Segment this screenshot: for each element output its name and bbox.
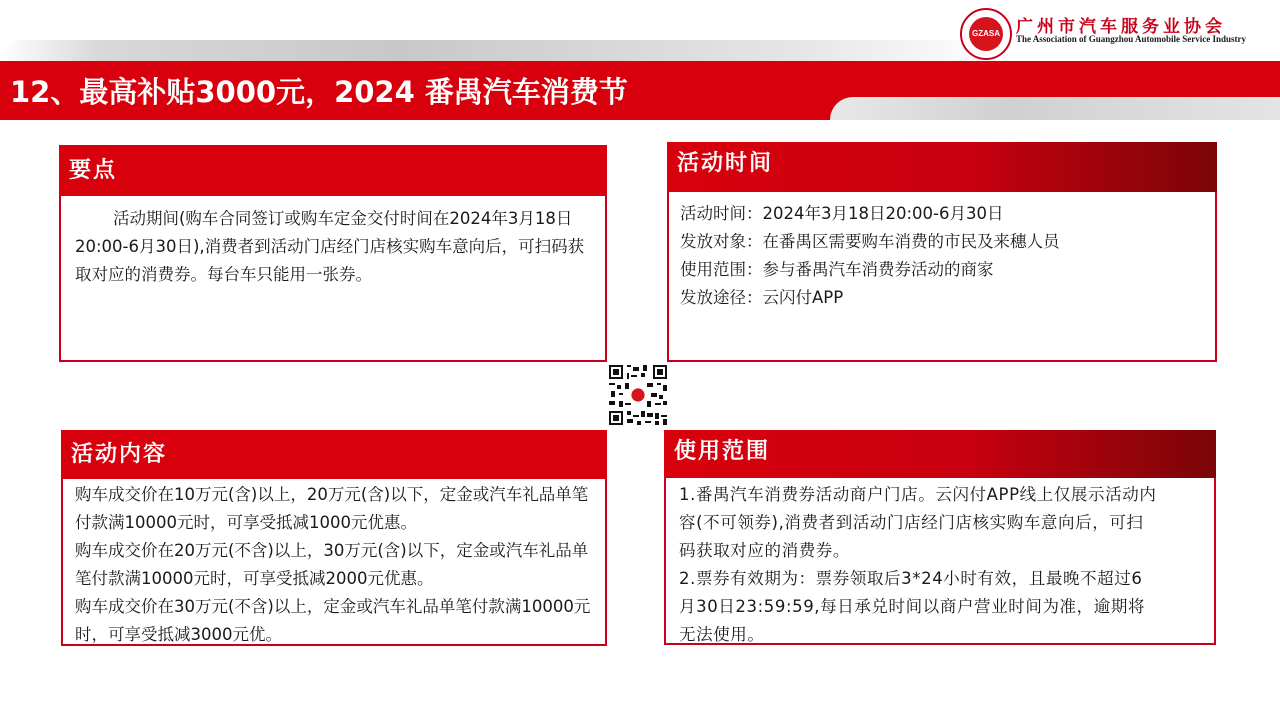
key-points-heading: 要点 bbox=[59, 145, 607, 196]
usage-item-1: 1.番禺汽车消费券活动商户门店。云闪付APP线上仅展示活动内容(不可领券),消费者到活动门店经门店核实购车意向后，可扫码获取对应的消费券。 bbox=[679, 485, 1157, 560]
org-name-en: The Association of Guangzhou Automobile Service Industry bbox=[1016, 34, 1247, 44]
activity-time-heading: 活动时间 bbox=[667, 142, 1217, 192]
activity-target-line: 发放对象：在番禺区需要购车消费的市民及来穗人员 bbox=[680, 232, 1060, 251]
activity-content-body bbox=[75, 481, 599, 649]
usage-scope-heading: 使用范围 bbox=[664, 430, 1216, 478]
page-title: 12、最高补贴3000元，2024 番禺汽车消费节 bbox=[10, 75, 628, 109]
header-gray-band bbox=[0, 40, 1000, 62]
activity-time-body bbox=[680, 200, 1210, 312]
content-tier-1: 购车成交价在10万元(含)以上，20万元(含)以下，定金或汽车礼品单笔付款满10000元时，可享受抵减1000元优惠。 bbox=[75, 485, 589, 532]
association-logo-icon bbox=[960, 8, 1012, 60]
activity-scope-line: 使用范围：参与番禺汽车消费券活动的商家 bbox=[680, 260, 994, 279]
key-points-text: 活动期间(购车合同签订或购车定金交付时间在2024年3月18日20:00-6月30日),消费者到活动门店经门店核实购车意向后，可扫码获取对应的消费券。每台车只能用一张券。 bbox=[75, 209, 585, 284]
title-wave-decoration bbox=[830, 97, 1280, 120]
activity-content-heading: 活动内容 bbox=[61, 430, 607, 479]
activity-time-line: 活动时间：2024年3月18日20:00-6月30日 bbox=[680, 204, 1004, 223]
logo-emblem: GZASA bbox=[969, 17, 1003, 51]
content-tier-3: 购车成交价在30万元(不含)以上，定金或汽车礼品单笔付款满10000元时，可享受抵减3000元优。 bbox=[75, 597, 591, 644]
key-points-body bbox=[75, 205, 599, 289]
usage-item-2: 2.票券有效期为：票券领取后3*24小时有效，且最晚不超过6月30日23:59:59,每日承兑时间以商户营业时间为准，逾期将无法使用。 bbox=[679, 569, 1146, 644]
qr-code-icon bbox=[607, 363, 669, 427]
org-name-cn: 广州市汽车服务业协会 bbox=[1016, 17, 1226, 37]
usage-scope-body bbox=[679, 481, 1159, 649]
content-tier-2: 购车成交价在20万元(不含)以上，30万元(含)以下，定金或汽车礼品单笔付款满10000元时，可享受抵减2000元优惠。 bbox=[75, 541, 589, 588]
activity-channel-line: 发放途径：云闪付APP bbox=[680, 288, 844, 307]
